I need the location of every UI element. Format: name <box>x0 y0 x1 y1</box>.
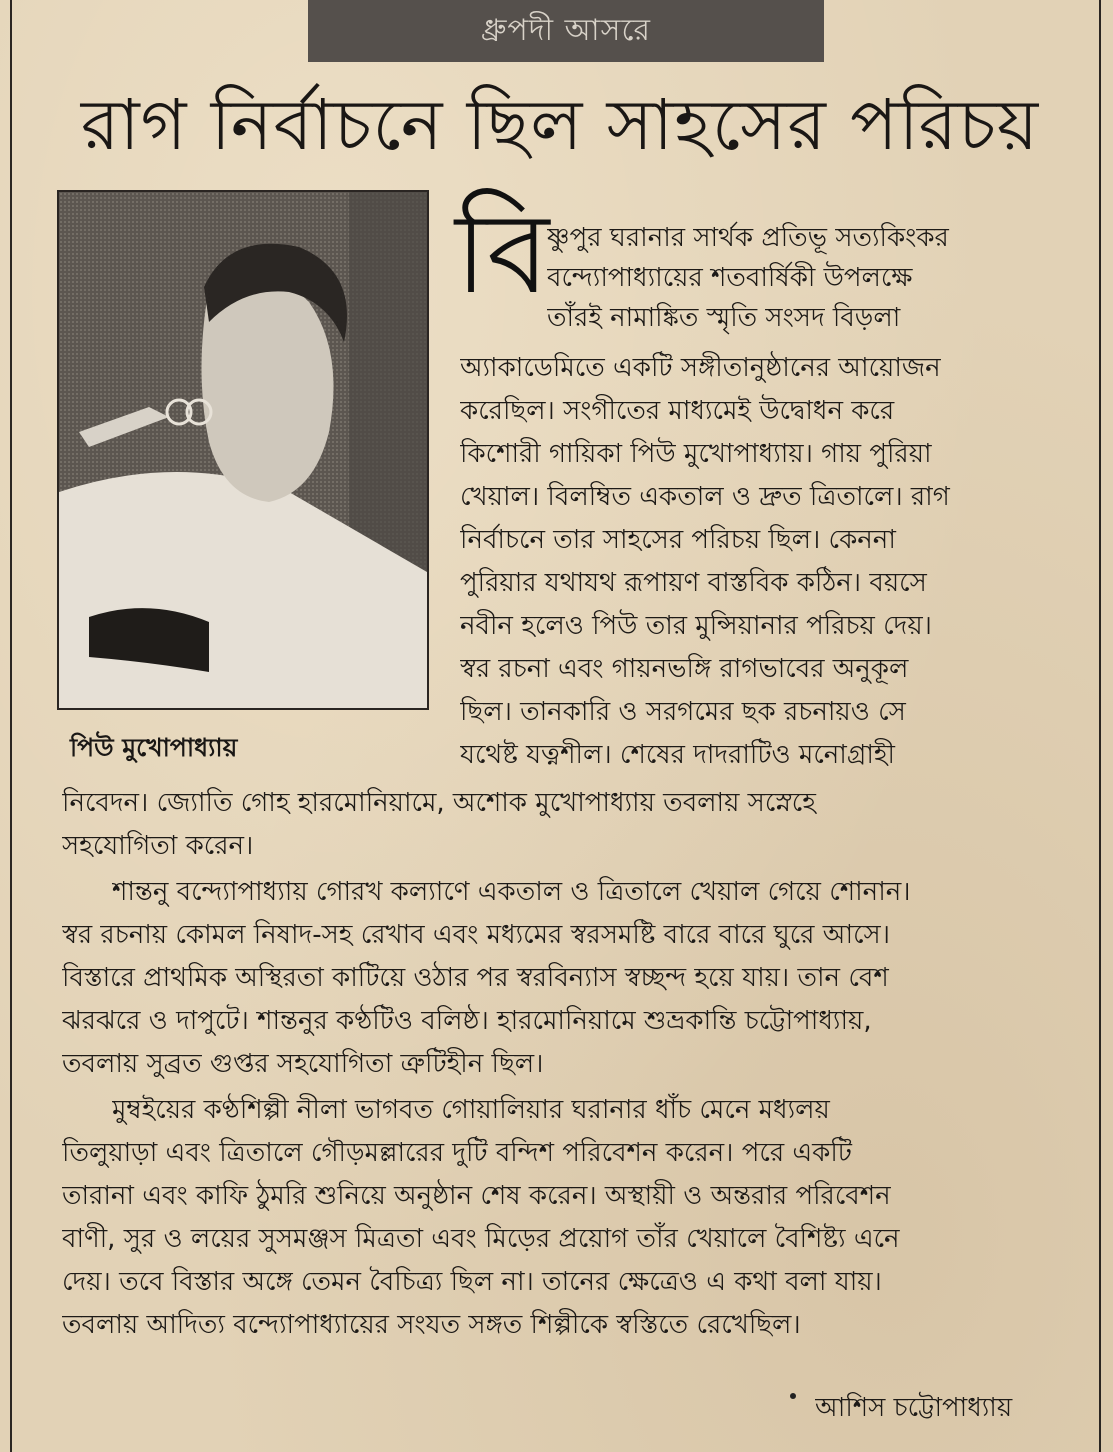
portrait-photo <box>57 190 429 710</box>
article-line: বিস্তারে প্রাথমিক অস্থিরতা কাটিয়ে ওঠার পর স্বরবিন্যাস স্বচ্ছন্দ হয়ে যায়। তান বেশ <box>62 963 889 993</box>
column-title-banner: ধ্রুপদী আসরে <box>308 0 824 62</box>
headline: রাগ নির্বাচনে ছিল সাহসের পরিচয় <box>80 84 1040 166</box>
article-line: তিলুয়াড়া এবং ত্রিতালে গৌড়মল্লারের দুটি বন্দিশ পরিবেশন করেন। পরে একটি <box>62 1138 852 1168</box>
article-line: শান্তনু বন্দ্যোপাধ্যায় গোরখ কল্যাণে একতাল ও ত্রিতালে খেয়াল গেয়ে শোনান। <box>112 877 911 907</box>
article-line: অ্যাকাডেমিতে একটি সঙ্গীতানুষ্ঠানের আয়োজন <box>460 353 941 383</box>
article-line: মুম্বইয়ের কণ্ঠশিল্পী নীলা ভাগবত গোয়ালিয়ার ঘরানার ধাঁচ মেনে মধ্যলয় <box>112 1095 830 1125</box>
article-line: নবীন হলেও পিউ তার মুন্সিয়ানার পরিচয় দেয়। <box>460 611 932 641</box>
article-line: পুরিয়ার যথাযথ রূপায়ণ বাস্তবিক কঠিন। বয়সে <box>460 568 927 598</box>
halftone-portrait-image <box>59 192 427 708</box>
article-line: দেয়। তবে বিস্তার অঙ্গে তেমন বৈচিত্র্য ছিল না। তানের ক্ষেত্রেও এ কথা বলা যায়। <box>62 1267 882 1297</box>
drop-cap: বি <box>455 189 550 319</box>
photo-caption: পিউ মুখোপাধ্যায় <box>70 733 238 762</box>
article-line: স্বর রচনায় কোমল নিষাদ-সহ রেখাব এবং মধ্যমের স্বরসমষ্টি বারে বারে ঘুরে আসে। <box>62 920 890 950</box>
article-line: তাঁরই নামাঙ্কিত স্মৃতি সংসদ বিড়লা <box>547 303 901 333</box>
article-line: বন্দ্যোপাধ্যায়ের শতবার্ষিকী উপলক্ষে <box>547 263 913 293</box>
article-line: যথেষ্ট যত্নশীল। শেষের দাদরাটিও মনোগ্রাহী <box>460 740 895 770</box>
article-line: নিবেদন। জ্যোতি গোহ হারমোনিয়ামে, অশোক মুখোপাধ্যায় তবলায় সস্নেহে <box>62 788 816 818</box>
article-line: ছিল। তানকারি ও সরগমের ছক রচনায়ও সে <box>460 697 906 727</box>
article-line: স্বর রচনা এবং গায়নভঙ্গি রাগভাবের অনুকূল <box>460 654 909 684</box>
article-line: সহযোগিতা করেন। <box>62 831 254 861</box>
right-column-rule <box>1099 0 1101 1452</box>
article-line: করেছিল। সংগীতের মাধ্যমেই উদ্বোধন করে <box>460 396 895 426</box>
article-line: তারানা এবং কাফি ঠুমরি শুনিয়ে অনুষ্ঠান শেষ করেন। অস্থায়ী ও অন্তরার পরিবেশন <box>62 1181 891 1211</box>
article-line: ঝরঝরে ও দাপুটে। শান্তনুর কণ্ঠটিও বলিষ্ঠ। হারমোনিয়ামে শুভ্রকান্তি চট্টোপাধ্যায়, <box>62 1006 872 1036</box>
article-line: তবলায় সুব্রত গুপ্তর সহযোগিতা ত্রুটিহীন ছিল। <box>62 1049 544 1079</box>
article-line: খেয়াল। বিলম্বিত একতাল ও দ্রুত ত্রিতালে। রাগ <box>460 482 950 512</box>
article-line: নির্বাচনে তার সাহসের পরিচয় ছিল। কেননা <box>460 525 896 555</box>
article-line: বাণী, সুর ও লয়ের সুসমঞ্জস মিত্রতা এবং মিড়ের প্রয়োগ তাঁর খেয়ালে বৈশিষ্ট্য এনে <box>62 1224 900 1254</box>
left-column-rule <box>10 0 12 1452</box>
article-line: তবলায় আদিত্য বন্দ্যোপাধ্যায়ের সংযত সঙ্গত শিল্পীকে স্বস্তিতে রেখেছিল। <box>62 1310 801 1340</box>
byline-bullet <box>790 1393 796 1399</box>
article-line: কিশোরী গায়িকা পিউ মুখোপাধ্যায়। গায় পুরিয়া <box>460 439 932 469</box>
byline: আশিস চট্টোপাধ্যায় <box>815 1393 1013 1423</box>
article-line: ষ্ণুপুর ঘরানার সার্থক প্রতিভূ সত্যকিংকর <box>547 223 949 253</box>
